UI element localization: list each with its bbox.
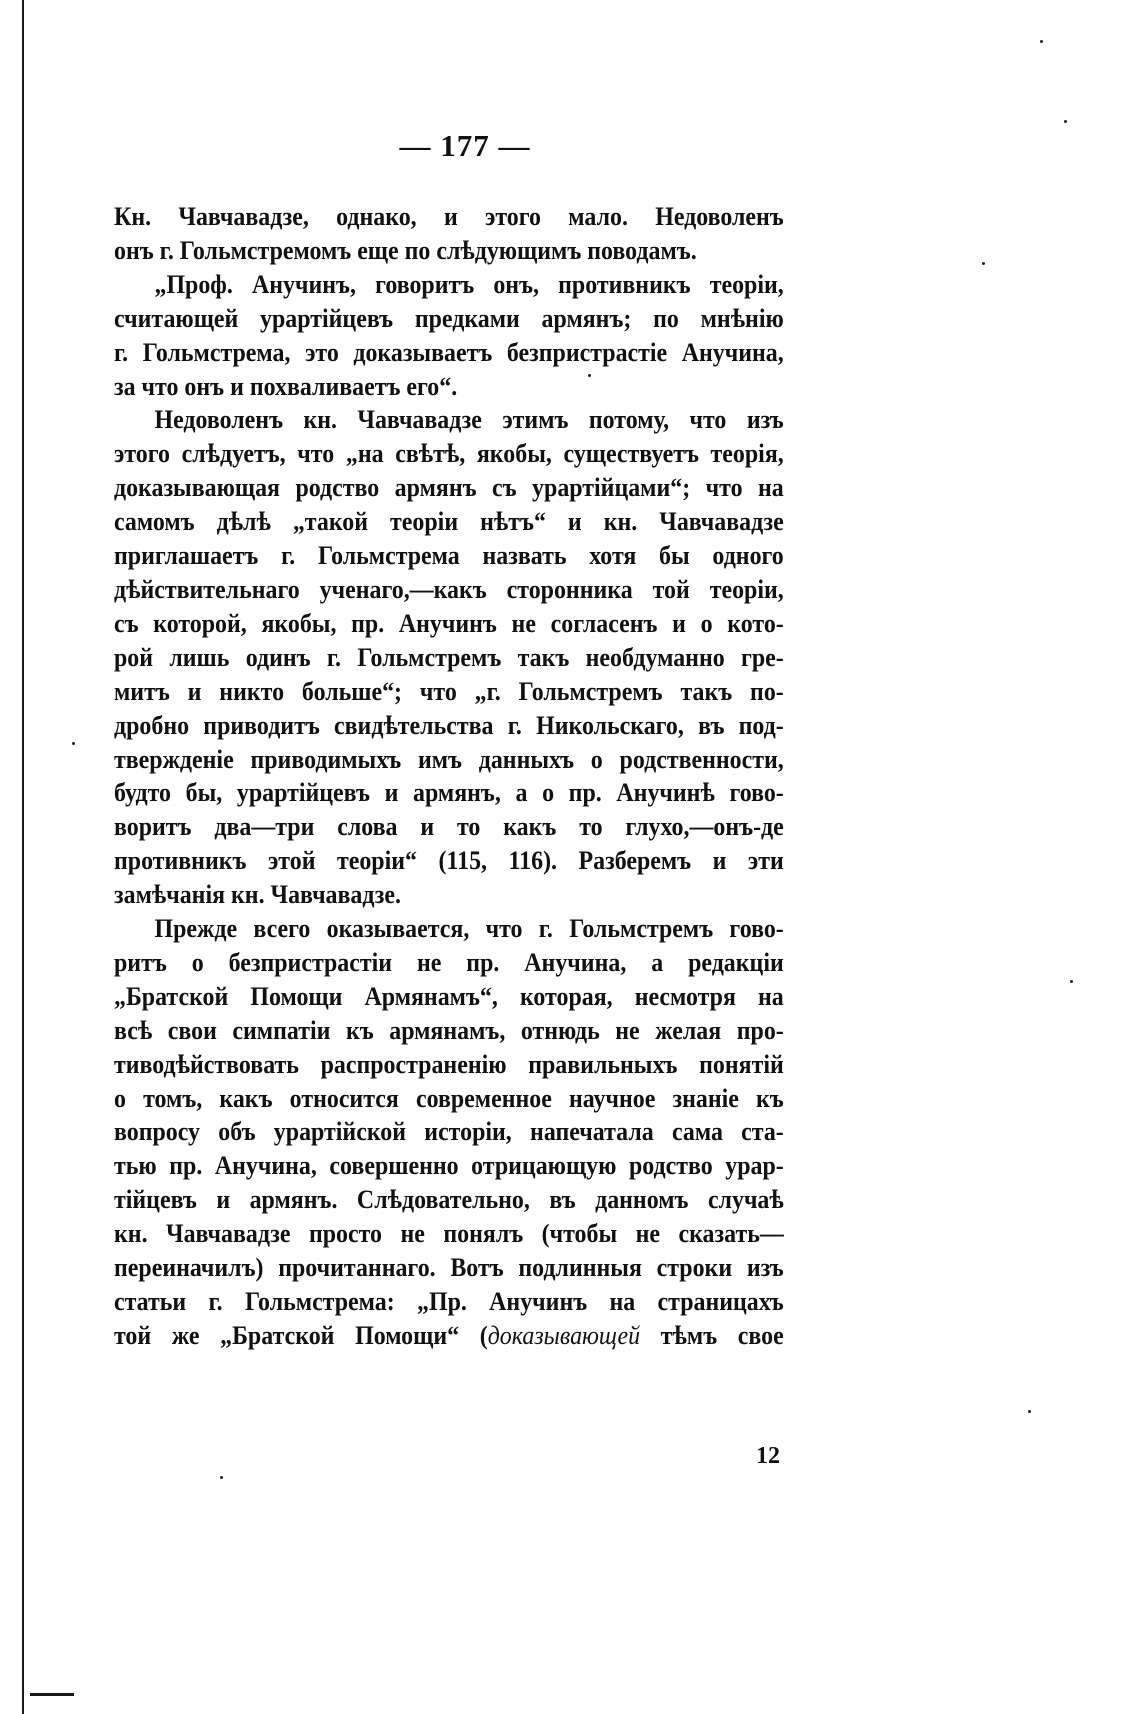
text-line: всѣ свои симпатіи къ армянамъ, отнюдь не желая про- xyxy=(114,1015,784,1045)
text-line: тиводѣйствовать распространенію правильныхъ понятій xyxy=(114,1049,784,1079)
text-line: „Проф. Анучинъ, говоритъ онъ, противникъ теоріи, xyxy=(154,269,784,299)
text-line: статьи г. Гольмстрема: „Пр. Анучинъ на страницахъ xyxy=(114,1287,784,1316)
signature-mark: 12 xyxy=(756,1443,780,1469)
page-edge-shadow xyxy=(22,0,24,1714)
text-line: ритъ о безпристрастіи не пр. Анучина, а редакціи xyxy=(114,947,784,977)
text-line: самомъ дѣлѣ „такой теоріи нѣтъ“ и кн. Чавчавадзе xyxy=(114,507,784,537)
text-line: о томъ, какъ относится современное научное знаніе къ xyxy=(114,1083,784,1113)
text-line: доказывающая родство армянъ съ урартійцами“; что на xyxy=(114,473,784,503)
text-line: Прежде всего оказывается, что г. Гольмстремъ гово- xyxy=(154,914,784,944)
scan-speck xyxy=(1064,120,1067,123)
scan-speck xyxy=(1028,1410,1031,1413)
text-line: дробно приводитъ свидѣтельства г. Никольскаго, въ под- xyxy=(114,710,784,740)
text-line: вопросу объ урартійской исторіи, напечатала сама ста- xyxy=(114,1117,784,1147)
text-line: замѣчанія кн. Чавчавадзе. xyxy=(114,880,401,910)
scan-speck xyxy=(220,1476,223,1479)
text-line: Недоволенъ кн. Чавчавадзе этимъ потому, что изъ xyxy=(154,405,784,435)
text-line: Кн. Чавчавадзе, однако, и этого мало. Недоволенъ xyxy=(114,202,784,231)
text-line: этого слѣдуетъ, что „на свѣтѣ, якобы, существуетъ теорія, xyxy=(114,439,784,469)
emphasized-word: доказывающей xyxy=(487,1320,641,1350)
text-line: дѣйствительнаго ученаго,—какъ сторонника той теоріи, xyxy=(114,574,784,604)
text-line: кн. Чавчавадзе просто не понялъ (чтобы не сказать— xyxy=(114,1219,784,1249)
scan-speck xyxy=(1070,980,1073,983)
text-line: переиначилъ) прочитаннаго. Вотъ подлинныя строки изъ xyxy=(114,1253,784,1283)
scan-speck xyxy=(982,262,985,265)
text-line: тью пр. Анучина, совершенно отрицающую родство урар- xyxy=(114,1151,784,1181)
text-line: будто бы, урартійцевъ и армянъ, а о пр. Анучинѣ гово- xyxy=(114,778,784,808)
text-line: приглашаетъ г. Гольмстрема назвать хотя бы одного xyxy=(114,541,784,571)
text-line: твержденіе приводимыхъ имъ данныхъ о родственности, xyxy=(114,744,784,774)
text-line: „Братской Помощи Армянамъ“, которая, несмотря на xyxy=(114,981,784,1011)
text-line xyxy=(114,1319,784,1353)
text-line: рой лишь одинъ г. Гольмстремъ такъ необдуманно гре- xyxy=(114,642,784,672)
scan-speck xyxy=(1040,40,1043,43)
text-line: съ которой, якобы, пр. Анучинъ не согласенъ и о кото- xyxy=(114,608,784,638)
text-line: митъ и никто больше“; что „г. Гольмстремъ такъ по- xyxy=(114,676,784,706)
text-line: считающей урартійцевъ предками армянъ; по мнѣнію xyxy=(114,303,784,333)
text-line: г. Гольмстрема, это доказываетъ безпристрастіе Анучина, xyxy=(114,337,784,367)
text-line: противникъ этой теоріи“ (115, 116). Разберемъ и эти xyxy=(114,846,784,876)
scan-speck xyxy=(588,374,591,377)
scan-speck xyxy=(72,742,75,745)
page-number: — 177 — xyxy=(399,128,531,163)
text-fragment: той же „Братской Помощи“ ( xyxy=(114,1320,488,1350)
scan-artifact xyxy=(30,1693,74,1696)
text-line: онъ г. Гольмстремомъ еще по слѣдующимъ поводамъ. xyxy=(114,235,697,265)
text-line: воритъ два—три слова и то какъ то глухо,—онъ-де xyxy=(114,812,784,842)
text-fragment: тѣмъ свое xyxy=(640,1320,784,1350)
text-line: тійцевъ и армянъ. Слѣдовательно, въ данномъ случаѣ xyxy=(114,1185,784,1215)
text-line: за что онъ и похваливаетъ его“. xyxy=(114,371,458,401)
body-text xyxy=(114,200,784,1353)
